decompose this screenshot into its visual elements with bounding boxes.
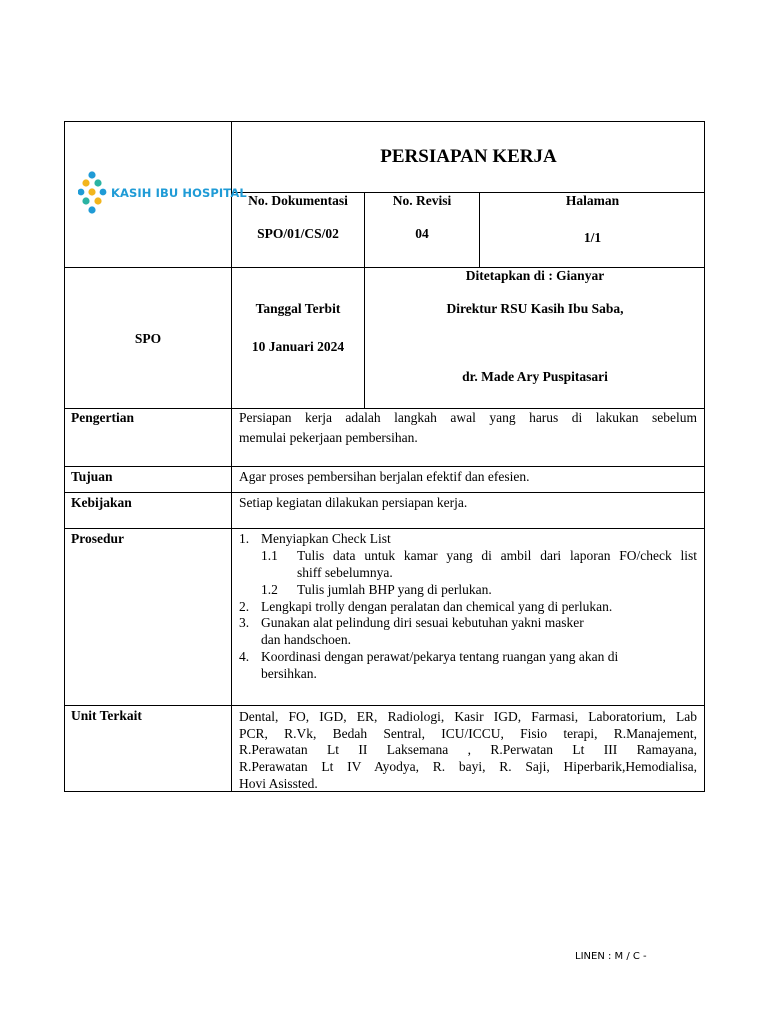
pengertian-line-1: Persiapan kerja adalah langkah awal yang harus di lakukan sebelum [239, 410, 697, 425]
step-num: 3. [239, 615, 250, 630]
step-text-cont: dan handschoen. [261, 632, 351, 647]
step-num: 4. [239, 649, 250, 664]
step-num: 2. [239, 599, 250, 614]
hospital-logo [78, 166, 247, 227]
issue-date-label: Tanggal Terbit [255, 301, 341, 316]
page-label: Halaman [565, 193, 620, 208]
unit-terkait-line: PCR, R.Vk, Bedah Sentral, ICU/ICCU, Fisio terapi, R.Manajement, [239, 726, 697, 741]
tujuan-label: Tujuan [71, 469, 113, 484]
substep-text-cont: shiff sebelumnya. [297, 565, 393, 580]
kebijakan-divider [64, 528, 705, 529]
doc-number-label: No. Dokumentasi [248, 193, 348, 208]
pengertian-divider [64, 466, 705, 467]
unit-terkait-line: R.Perawatan Lt II Laksemana , R.Perwatan Lt III Ramayana, [239, 742, 697, 757]
logo-text: KASIH IBU HOSPITAL [111, 186, 247, 200]
prosedur-label: Prosedur [71, 531, 124, 546]
kebijakan-label: Kebijakan [71, 495, 132, 510]
step-text: Menyiapkan Check List [261, 531, 391, 546]
document-title: PERSIAPAN KERJA [380, 146, 557, 167]
set-at-text: Ditetapkan di : Gianyar [465, 268, 605, 283]
unit-terkait-line: Dental, FO, IGD, ER, Radiologi, Kasir IGD, Farmasi, Laboratorium, Lab [239, 709, 697, 724]
substep-num: 1.2 [261, 582, 278, 597]
tujuan-text: Agar proses pembersihan berjalan efektif dan efesien. [239, 469, 530, 484]
pengertian-line-2: memulai pekerjaan pembersihan. [239, 430, 418, 445]
step-text: Koordinasi dengan perawat/pekarya tentang ruangan yang akan di [261, 649, 619, 664]
step-num: 1. [239, 531, 250, 546]
step-text-cont: bersihkan. [261, 666, 317, 681]
director-name: dr. Made Ary Puspitasari [462, 369, 608, 384]
revision-label: No. Revisi [392, 193, 452, 208]
col-divider [231, 121, 232, 792]
unit-terkait-line: R.Perawatan Lt IV Ayodya, R. bayi, R. Saji, Hiperbarik,Hemodialisa, [239, 759, 697, 774]
tujuan-divider [64, 492, 705, 493]
step-text: Gunakan alat pelindung diri sesuai kebutuhan yakni masker [261, 615, 584, 630]
substep-text: Tulis jumlah BHP yang di perlukan. [297, 582, 492, 597]
footer-code: LINEN : M / C - [575, 951, 647, 962]
page-value: 1/1 [583, 230, 602, 245]
step-text: Lengkapi trolly dengan peralatan dan chemical yang di perlukan. [261, 599, 613, 614]
doc-number-value: SPO/01/CS/02 [257, 226, 339, 241]
unit-terkait-label: Unit Terkait [71, 708, 142, 723]
revision-value: 04 [415, 226, 429, 241]
substep-text: Tulis data untuk kamar yang di ambil dari laporan FO/check list [297, 548, 697, 563]
kebijakan-text: Setiap kegiatan dilakukan persiapan kerja. [239, 495, 468, 510]
spo-label: SPO [134, 331, 162, 346]
director-title: Direktur RSU Kasih Ibu Saba, [446, 301, 624, 316]
pengertian-label: Pengertian [71, 410, 134, 425]
prosedur-divider [64, 705, 705, 706]
unit-terkait-line: Hovi Asissted. [239, 776, 318, 791]
issue-date-value: 10 Januari 2024 [251, 339, 345, 354]
spo-divider [64, 408, 705, 409]
substep-num: 1.1 [261, 548, 278, 563]
